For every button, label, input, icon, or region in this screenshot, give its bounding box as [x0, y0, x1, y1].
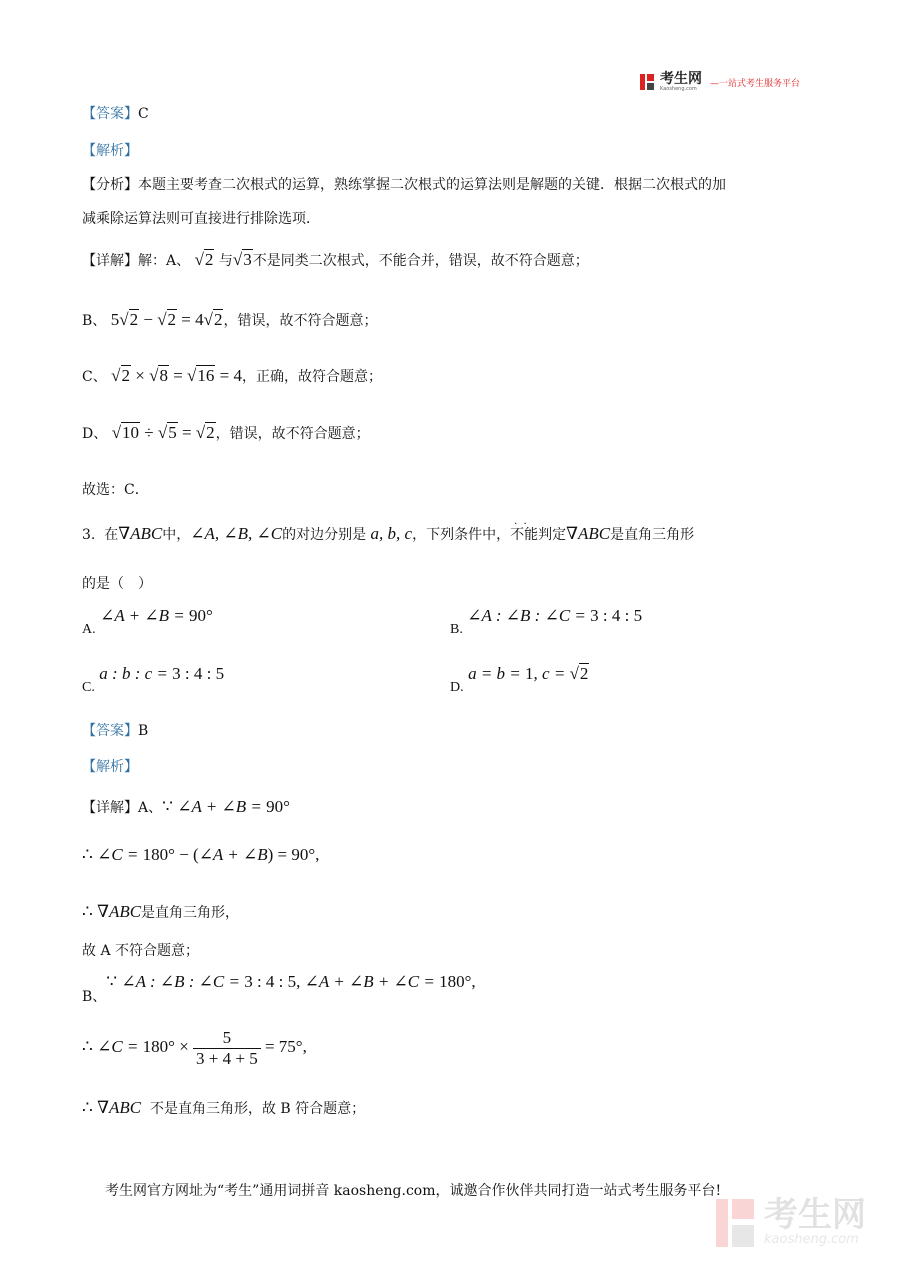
- q3-option-c[interactable]: C. a : b : c = 3 : 4 : 5: [82, 664, 225, 695]
- q3-option-d[interactable]: D. a = b = 1, c = √2: [450, 664, 589, 695]
- q3-detail-a4: 故 A 不符合题意；: [82, 943, 200, 959]
- q3-stem-line2: 的是（ ）: [82, 576, 152, 592]
- math-angles: ∠A, ∠B, ∠C: [190, 524, 283, 543]
- math-triangle-abc-2: ∇ABC: [566, 524, 611, 543]
- q3-option-b[interactable]: B. ∠A : ∠B : ∠C = 3 : 4 : 5: [450, 606, 643, 637]
- q3-analysis-tag: 【解析】: [82, 759, 138, 775]
- watermark-logo-icon: [716, 1199, 756, 1247]
- answer-tag: 【答案】: [82, 106, 138, 122]
- logo-slogan: —一站式考生服务平台: [710, 78, 801, 89]
- q3-answer-line: 【答案】B: [82, 723, 149, 739]
- q2-fenxi-line1: 【分析】本题主要考查二次根式的运算，熟练掌握二次根式的运算法则是解题的关键．根据二次根式的加: [82, 177, 726, 193]
- q3-detail-b3: ∴ ∇ABC 不是直角三角形，故 B 符合题意；: [82, 1098, 366, 1117]
- fenxi-tag: 【分析】: [82, 177, 138, 193]
- q2-answer: C: [138, 106, 149, 122]
- q3-detail-a3: ∴ ∇ABC是直角三角形，: [82, 902, 240, 921]
- math-d: √10 ÷ √5 = √2: [111, 423, 215, 442]
- logo-mark-icon: [640, 74, 654, 90]
- site-logo: [640, 72, 800, 92]
- q2-detail-b: B、 5√2 − √2 = 4√2，错误，故不符合题意；: [82, 310, 378, 329]
- q2-fenxi-line2: 减乘除运算法则可直接进行排除选项．: [82, 211, 320, 227]
- q2-detail-a: 【详解】解：A、 √2 与√3不是同类二次根式，不能合并，错误，故不符合题意；: [82, 250, 589, 269]
- q3-detail-a1: 【详解】A、∵ ∠A + ∠B = 90°: [82, 797, 290, 816]
- math-sides: a, b, c: [370, 524, 413, 543]
- watermark: 考生网 kaosheng.com: [716, 1198, 866, 1247]
- q3-answer: B: [138, 723, 149, 739]
- detail-tag: 【详解】: [82, 253, 138, 269]
- q3-detail-b2: ∴ ∠C = 180° × $\frac{5}{3 + 4 + 5}$ = 75°,: [82, 1028, 307, 1068]
- q2-analysis-tag: 【解析】: [82, 143, 138, 159]
- q3-stem-line1: 3. 在∇ABC中，∠A, ∠B, ∠C的对边分别是 a, b, c，下列条件中，不能 · · 判定∇ABC是直角三角形: [82, 519, 695, 543]
- logo-domain: Kaosheng.com: [660, 86, 697, 92]
- math-c: √2 × √8 = √16 = 4: [111, 366, 242, 385]
- footer-text: 考生网官方网址为“考生”通用词拼音 kaosheng.com，诚邀合作伙伴共同打造一站式考生服务平台!: [105, 1183, 722, 1199]
- math-triangle-abc: ∇ABC: [118, 524, 163, 543]
- q3-detail-b1: B、∵ ∠A : ∠B : ∠C = 3 : 4 : 5, ∠A + ∠B + ∠C = 180°,: [82, 972, 476, 1005]
- math-sqrt3: √3: [232, 250, 252, 269]
- q2-detail-c: C、 √2 × √8 = √16 = 4，正确，故符合题意；: [82, 366, 382, 385]
- q2-conclusion: 故选：C．: [82, 482, 149, 498]
- math-b: 5√2 − √2 = 4√2: [110, 310, 223, 329]
- math-sqrt2: √2: [194, 250, 214, 269]
- logo-name: 考生网: [660, 71, 702, 87]
- q3-option-a[interactable]: A. ∠A + ∠B = 90°: [82, 606, 213, 637]
- q3-detail-a2: ∴ ∠C = 180° − (∠A + ∠B) = 90°,: [82, 845, 320, 864]
- q2-answer-line: [82, 103, 149, 123]
- q2-detail-d: D、 √10 ÷ √5 = √2，错误，故不符合题意；: [82, 423, 370, 442]
